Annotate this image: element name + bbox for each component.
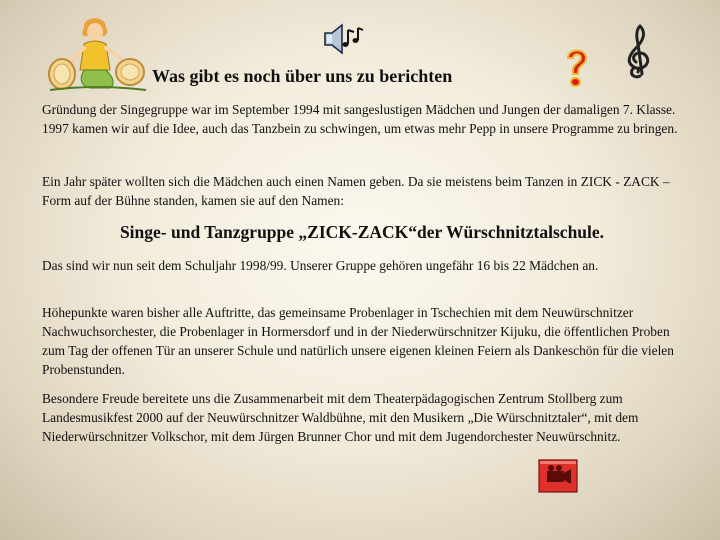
paragraph-highlights-text: Höhepunkte waren bisher alle Auftritte, das gemeinsame Probenlager in Tschechien mit dem Neuwürschnitzer Nachwuchsorchester, die Probenlager in Hormersdorf und in der Niederwürschnitzer Kijuku, die öffentlichen Proben zum Tag der offenen Tür an unserer Schule und natürlich unsere eigenen kleinen Feiern als Dankeschön für die vielen Probenstunden.: [42, 305, 674, 377]
slide-title: Was gibt es noch über uns zu berichten: [152, 66, 453, 86]
group-name-heading: Singe- und Tanzgruppe „ZICK-ZACK“der Würschnitztalschule.: [119, 222, 605, 242]
paragraph-cooperation-text: Besondere Freude bereitete uns die Zusammenarbeit mit dem Theaterpädagogischen Zentrum Stollberg zum Landesmusikfest 2000 auf der Neuwürschnitzer Waldbühne, mit den Musikern „Die Würschnitztaler“, mit dem Niederwürschnitzer Volkschor, mit dem Jürgen Brunner Chor und mit dem Jugendorchester Neuwürschnitz.: [42, 391, 639, 444]
paragraph-highlights: [42, 303, 682, 379]
paragraph-name-origin-text: Ein Jahr später wollten sich die Mädchen auch einen Namen geben. Da sie meistens beim Tanzen in ZICK - ZACK – Form auf der Bühne standen, kamen sie auf den Namen:: [42, 174, 670, 208]
treble-clef-icon: [616, 20, 662, 82]
girl-with-drums-icon: [46, 14, 152, 96]
paragraph-school-year: [42, 256, 682, 275]
paragraph-founding-text: Gründung der Singegruppe war im September 1994 mit sangeslustigen Mädchen und Jungen der damaligen 7. Klasse. 1997 kamen wir auf die Idee, auch das Tanzbein zu schwingen, um etwas mehr Pepp in unsere Programme zu bringen.: [42, 102, 678, 136]
speaker-with-notes-icon: [322, 22, 364, 56]
movie-camera-button[interactable]: [538, 459, 578, 493]
paragraph-founding: [42, 100, 682, 138]
paragraph-cooperation: [42, 389, 682, 446]
movie-camera-button-icon: [538, 459, 578, 493]
paragraph-name-origin: [42, 172, 682, 210]
paragraph-school-year-text: Das sind wir nun seit dem Schuljahr 1998/99. Unserer Gruppe gehören ungefähr 16 bis 22 Mädchen an.: [42, 258, 599, 273]
